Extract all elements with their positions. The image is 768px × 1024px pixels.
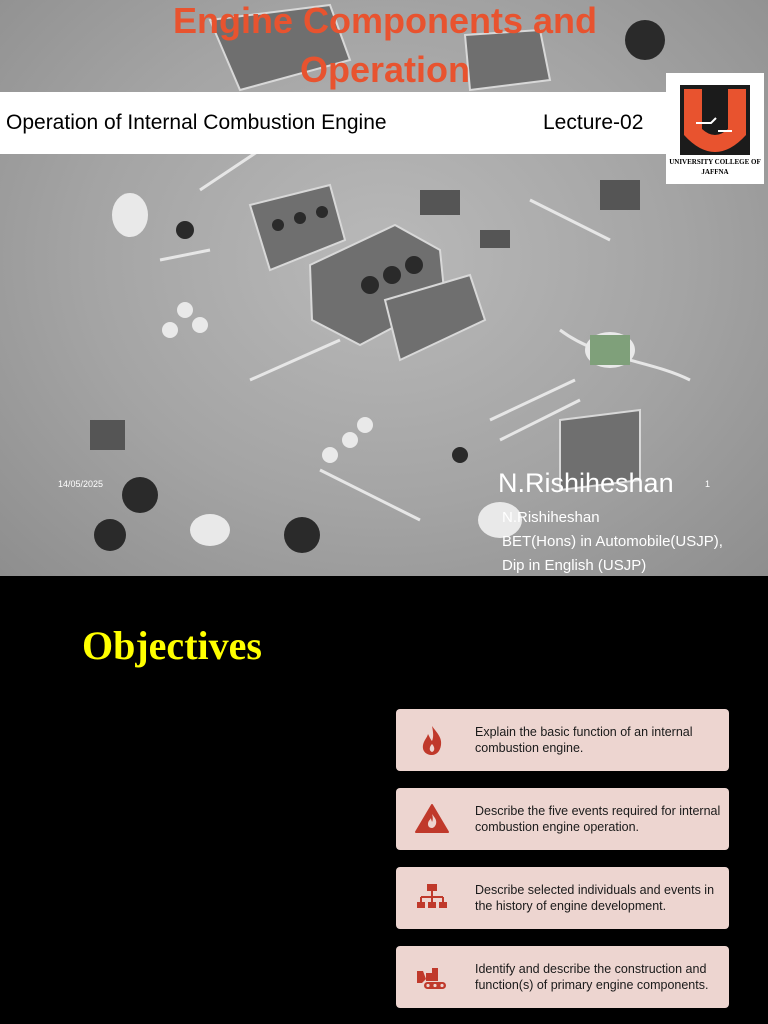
objective-card: [396, 709, 729, 771]
author-line: Dip in English (USJP): [502, 557, 647, 574]
bulldozer-icon: [414, 959, 450, 995]
bottom-divider: [0, 152, 668, 154]
objective-text: Identify and describe the construction and function(s) of primary engine components.: [475, 962, 709, 992]
fire-warning-icon: [414, 801, 450, 837]
objective-card: [396, 788, 729, 850]
page-number: 1: [705, 479, 711, 489]
flame-icon: [414, 722, 450, 758]
logo-caption: UNIVERSITY COLLEGE OF JAFFNA: [669, 158, 761, 176]
u-logo-icon: [666, 73, 764, 157]
lecture-subtitle: Operation of Internal Combustion Engine: [6, 111, 387, 134]
objective-card: [396, 867, 729, 929]
objective-text: Explain the basic function of an internal combustion engine.: [475, 725, 693, 755]
lecture-number: Lecture-02: [543, 111, 644, 134]
university-logo: [666, 73, 764, 184]
top-divider: [0, 92, 668, 94]
author-details: [502, 506, 723, 576]
objective-card: [396, 946, 729, 1008]
author-name: N.Rishiheshan: [498, 468, 674, 498]
author-line: N.Rishiheshan: [502, 509, 600, 526]
objectives-title: Objectives: [82, 623, 262, 668]
presentation-title: Engine Components and Operation: [172, 0, 597, 90]
objective-text: Describe selected individuals and events in the history of engine development.: [475, 883, 715, 913]
objective-text: Describe the five events required for internal combustion engine operation.: [475, 804, 721, 834]
author-line: BET(Hons) in Automobile(USJP),: [502, 533, 723, 550]
slide-date: 14/05/2025: [58, 479, 104, 489]
hierarchy-icon: [414, 880, 450, 916]
